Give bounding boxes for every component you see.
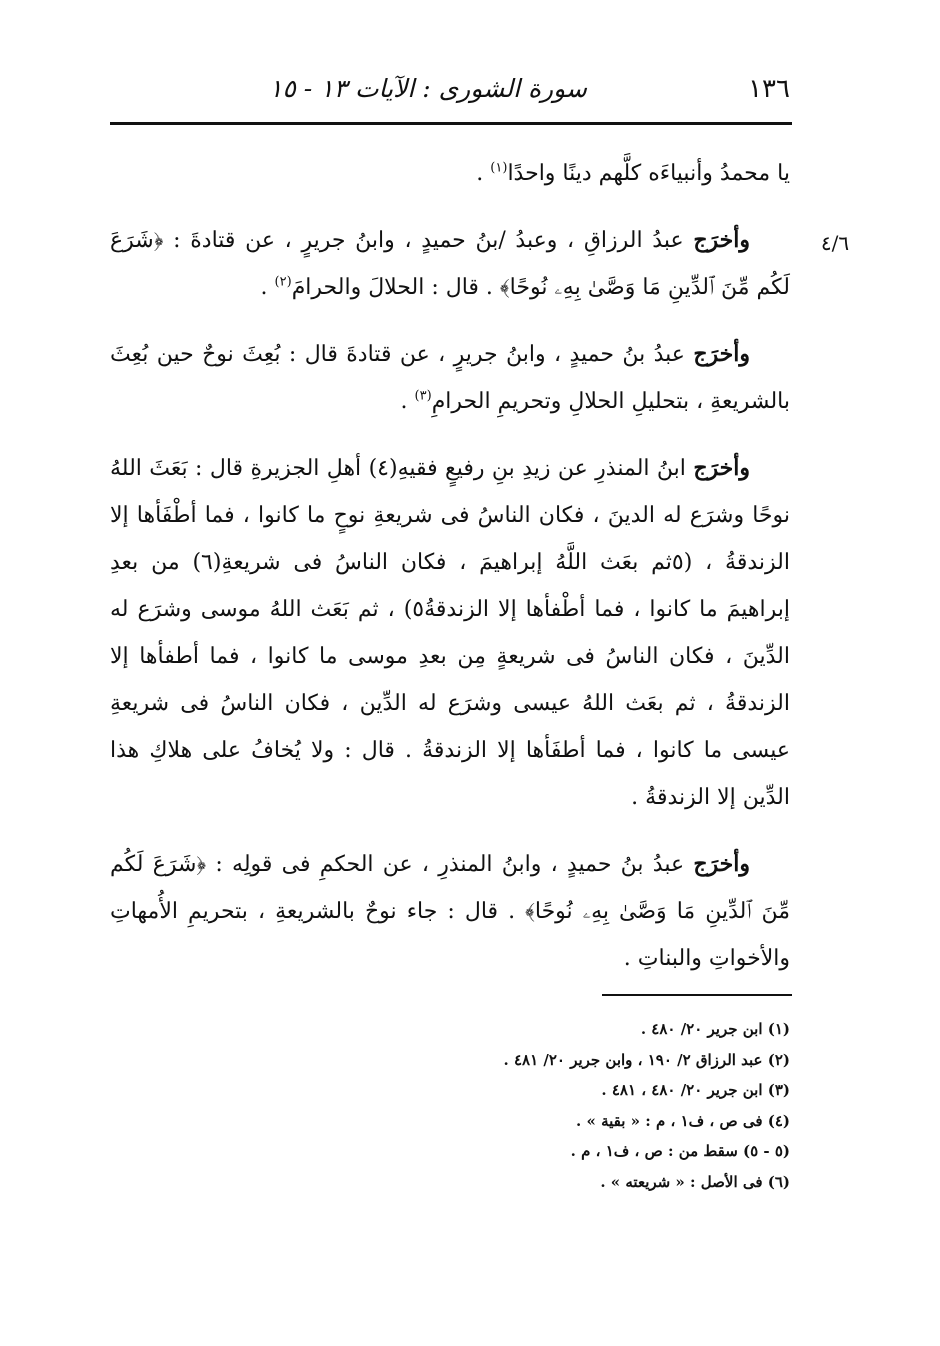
footnote-1: (١) ابن جرير ٢٠/ ٤٨٠ . (640, 1020, 790, 1038)
header-rule (110, 122, 792, 125)
paragraph-5 (110, 841, 790, 982)
footnote-3: (٣) ابن جرير ٢٠/ ٤٨٠ ، ٤٨١ . (601, 1081, 790, 1099)
paragraph-text: عبدُ بنُ حميدٍ ، وابنُ المنذرِ ، عن الحكمِ فى قولِه : ﴿شَرَعَ لَكُم مِّنَ ٱلدِّينِ مَا وَصَّىٰ بِهِۦ نُوحًا﴾ . قال : جاء نوحٌ بالشريعةِ ، بتحريمِ الأُمهاتِ والأخواتِ والبناتِ (110, 852, 790, 971)
footnote-divider (602, 994, 792, 996)
paragraph-tail: . (400, 389, 415, 414)
paragraph-lead: وأخرَج (693, 341, 750, 367)
paragraph-text: يا محمدُ وأنبياءَه كلَّهم دينًا واحدًا (507, 161, 790, 186)
footnotes (300, 1014, 790, 1197)
paragraph-tail: . (631, 785, 646, 810)
paragraph-lead: وأخرَج (693, 227, 750, 253)
paragraph-1 (110, 150, 790, 197)
footnote-5: (٥ - ٥) سقط من : ص ، ف١ ، م . (570, 1142, 790, 1160)
main-text (110, 150, 790, 1002)
page-header (110, 72, 792, 108)
paragraph-tail: . (623, 946, 638, 971)
paragraph-4 (110, 445, 790, 821)
footnote-6: (٦) فى الأصل : « شريعته » . (600, 1172, 790, 1191)
paragraph-lead: وأخرَج (693, 455, 750, 481)
paragraph-text: ابنُ المنذرِ عن زيدِ بنِ رفيعٍ فقيهِ(٤) أهلِ الجزيرةِ قال : بَعَثَ اللهُ نوحًا وشرَع له الدينَ ، فكان الناسُ فى شريعةِ نوحٍ ما كانوا ، فما أطْفَأها إلا الزندقةُ ، (٥ثم بعَث اللَّهُ إبراهيمَ ، فكان الناسُ فى شريعةِ(٦) من بعدِ إبراهيمَ ما كانوا ، فما أطْفأها إلا الزندقةُ٥) ، ثم بَعَث اللهُ موسى وشرَع له الدِّينَ ، فكان الناسُ فى شريعةٍ مِن بعدِ موسى ما كانوا ، فما أطفأها إلا الزندقةُ ، ثم بعَث اللهُ عيسى وشرَع له الدِّين ، فكان الناسُ فى شريعةِ عيسى ما كانوا ، فما أطفَأها إلا الزندقةُ . قال : ولا يُخافُ على هلاكِ هذا الدِّين إلا الزندقةُ (110, 456, 791, 810)
footnote-ref: (١) (490, 160, 508, 176)
margin-volume-page-mark: ٤/٦ (820, 231, 850, 255)
footnote-ref: (٢) (274, 274, 292, 290)
paragraph-3 (110, 331, 790, 425)
paragraph-text: عبدُ بنُ حميدٍ ، وابنُ جريرٍ ، عن قتادةَ قال : بُعِثَ نوحٌ حين بُعِثَ بالشريعةِ ، بتحليلِ الحلالِ وتحريمِ الحرامِ (110, 342, 790, 414)
paragraph-tail: . (260, 275, 275, 300)
page-number: ١٣٦ (748, 74, 790, 104)
paragraph-tail: . (476, 161, 491, 186)
paragraph-lead: وأخرَج (693, 851, 750, 877)
running-title: سورة الشورى : الآيات ١٣ - ١٥ (268, 74, 587, 103)
footnote-ref: (٣) (414, 388, 432, 404)
paragraph-2 (110, 217, 790, 311)
footnote-4: (٤) فى ص ، ف١ ، م : « بقية » . (576, 1111, 790, 1130)
paragraph-text: عبدُ الرزاقِ ، وعبدُ /بنُ حميدٍ ، وابنُ جريرٍ ، عن قتادةَ : ﴿شَرَعَ لَكُم مِّنَ ٱلدِّينِ مَا وَصَّىٰ بِهِۦ نُوحًا﴾ . قال : الحلالَ والحرامَ (110, 228, 790, 300)
footnote-2: (٢) عبد الرزاق ٢/ ١٩٠ ، وابن جرير ٢٠/ ٤٨١ . (503, 1050, 790, 1069)
